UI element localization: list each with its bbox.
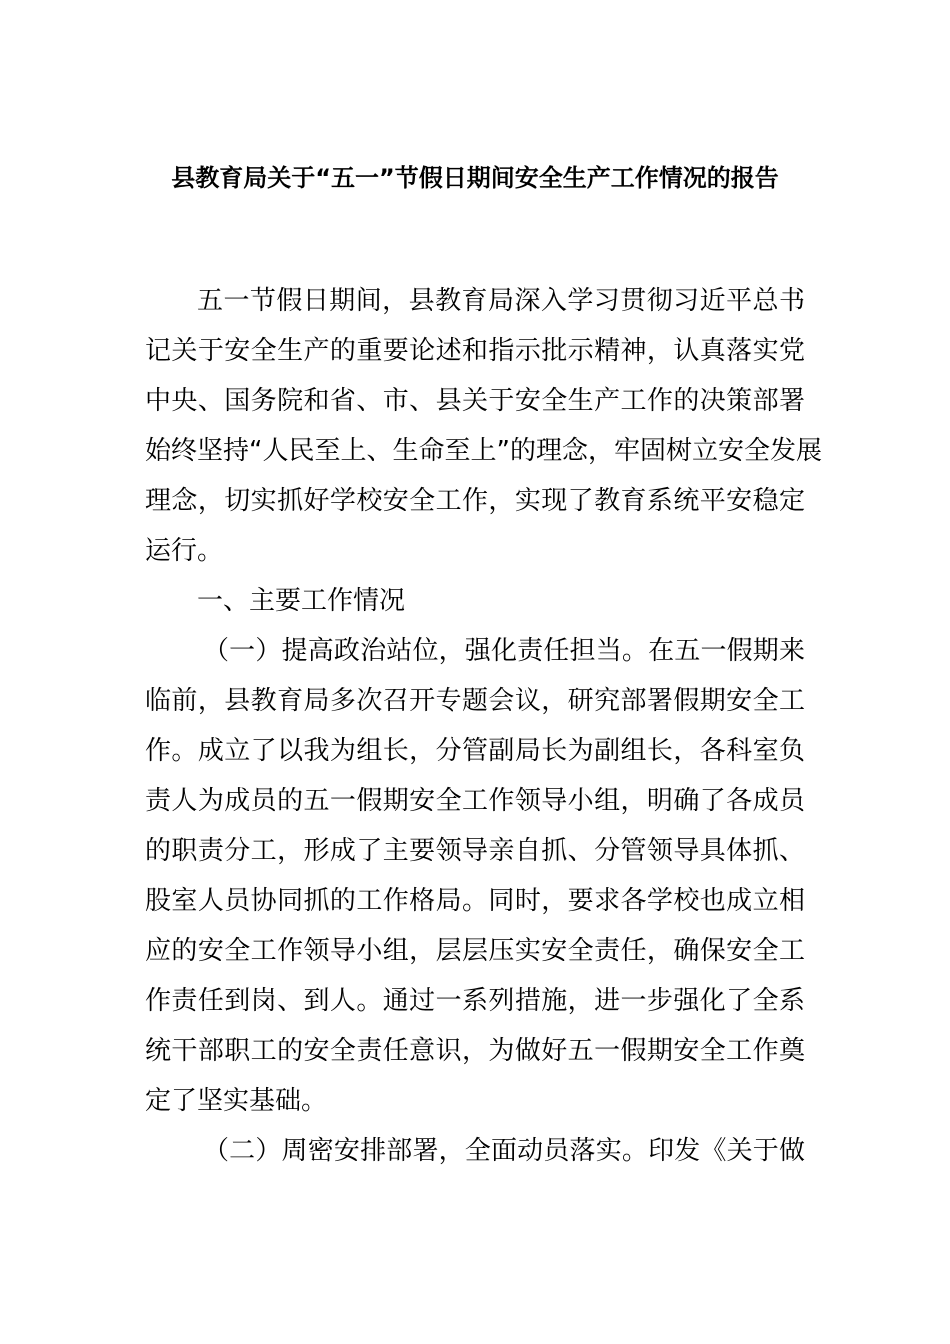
paragraph-subsection-1 [145,626,805,1126]
text-line: 定了坚实基础。 [145,1086,328,1116]
text-line: 理念，切实抓好学校安全工作，实现了教育系统平安稳定 [145,486,805,516]
text-line: 作。成立了以我为组长，分管副局长为副组长，各科室负 [145,736,805,766]
text-line: 统干部职工的安全责任意识，为做好五一假期安全工作奠 [145,1036,805,1066]
text-line: 股室人员协同抓的工作格局。同时，要求各学校也成立相 [145,886,805,916]
text-line: 的职责分工，形成了主要领导亲自抓、分管领导具体抓、 [145,836,805,866]
text-line: 应的安全工作领导小组，层层压实安全责任，确保安全工 [145,936,805,966]
paragraph-subsection-2 [145,1126,805,1176]
paragraph-intro [145,276,822,576]
text-line: 中央、国务院和省、市、县关于安全生产工作的决策部署 [145,386,805,416]
text-line: （二）周密安排部署，全面动员落实。印发《关于做 [203,1136,805,1166]
text-line: 记关于安全生产的重要论述和指示批示精神，认真落实党 [145,336,805,366]
text-line: 临前，县教育局多次召开专题会议，研究部署假期安全工 [145,686,805,716]
text-line: 五一节假日期间，县教育局深入学习贯彻习近平总书 [197,286,805,316]
text-line: 运行。 [145,536,224,566]
section-heading [145,576,805,626]
document-title: 县教育局关于“五一”节假日期间安全生产工作情况的报告 [171,164,779,192]
text-line: 一、主要工作情况 [197,586,406,616]
text-line: 作责任到岗、到人。通过一系列措施，进一步强化了全系 [145,986,805,1016]
document-body [145,276,822,1176]
text-line: 始终坚持“人民至上、生命至上”的理念，牢固树立安全发展 [145,436,822,466]
text-line: （一）提高政治站位，强化责任担当。在五一假期来 [203,636,805,666]
text-line: 责人为成员的五一假期安全工作领导小组，明确了各成员 [145,786,805,816]
